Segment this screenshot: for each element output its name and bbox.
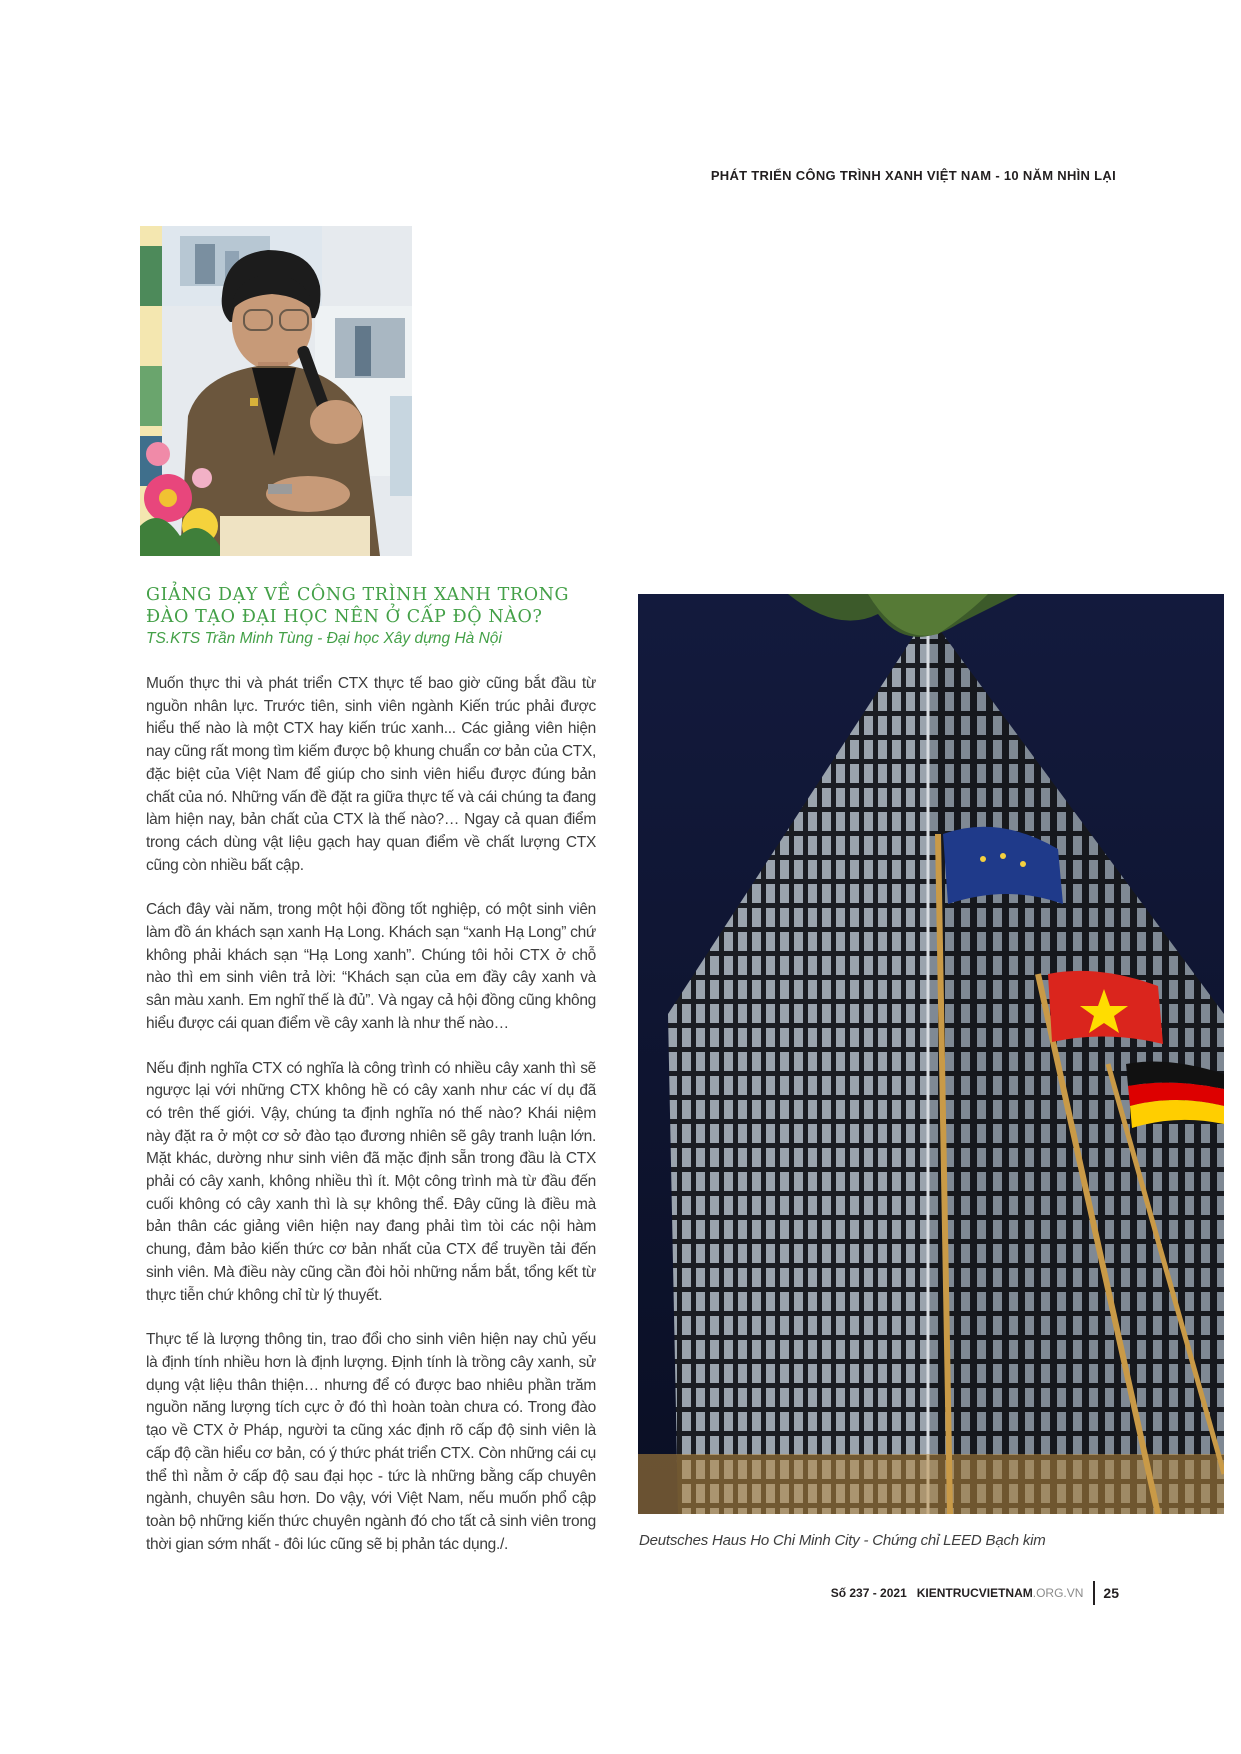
- article-author: TS.KTS Trần Minh Tùng - Đại học Xây dựng Hà Nội: [146, 630, 502, 647]
- footer-divider: [1093, 1581, 1095, 1605]
- magazine-domain: .ORG.VN: [1032, 1586, 1084, 1600]
- article-body: [146, 673, 596, 1578]
- speaker-portrait-photo: [140, 226, 412, 556]
- page-footer: [831, 1580, 1119, 1606]
- magazine-name: KIENTRUCVIETNAM: [916, 1586, 1033, 1600]
- body-paragraph: Cách đây vài năm, trong một hội đồng tốt nghiệp, có một sinh viên làm đồ án khách sạn xanh Hạ Long. Khách sạn “xanh Hạ Long” chứ không phải khách sạn “Hạ Long xanh”. Chúng tôi hỏi CTX ở chỗ nào thì em sinh viên trả lời: “Khách sạn của em đầy cây xanh và sân màu xanh. Em nghĩ thế là đủ”. Và ngay cả hội đồng cũng không hiểu được cái quan điểm về cây xanh là như thế nào…: [146, 901, 596, 1032]
- running-head: PHÁT TRIỂN CÔNG TRÌNH XANH VIỆT NAM - 10 NĂM NHÌN LẠI: [710, 168, 1116, 183]
- photo-caption: Deutsches Haus Ho Chi Minh City - Chứng chỉ LEED Bạch kim: [639, 1532, 1046, 1549]
- article-title: GIẢNG DẠY VỀ CÔNG TRÌNH XANH TRONG ĐÀO TẠO ĐẠI HỌC NÊN Ở CẤP ĐỘ NÀO?: [146, 585, 570, 627]
- body-paragraph: Muốn thực thi và phát triển CTX thực tế bao giờ cũng bắt đầu từ nguồn nhân lực. Trước tiên, sinh viên ngành Kiến trúc phải được hiểu thế nào là một CTX hay kiến trúc xanh... Các giảng viên hiện nay cũng rất mong tìm kiếm được bộ khung chuẩn cơ bản của CTX, đặc biệt của Việt Nam để giúp cho sinh viên hiểu được đúng bản chất của nó. Những vấn đề đặt ra giữa thực tế và cái chúng ta đang làm hiện nay, bản chất của CTX là thế nào?… Ngay cả quan điểm trong cách dùng vật liệu gạch hay quan điểm về chất lượng CTX cũng còn nhiều bất cập.: [146, 675, 596, 874]
- body-paragraph: Thực tế là lượng thông tin, trao đổi cho sinh viên hiện nay chủ yếu là định tính nhiều hơn là định lượng. Định tính là trồng cây xanh, sử dụng vật liệu thân thiện… nhưng để có được bao nhiêu phần trăm nguồn năng lượng tích cực ở đó thì hoàn toàn chưa có. Trong đào tạo về CTX ở Pháp, người ta cũng xác định rõ cấp độ sinh viên là cấp độ cần hiểu cơ bản, có ý thức phát triển CTX. Còn những cái cụ thể thì nằm ở cấp độ sau đại học - tức là những bằng cấp chuyên ngành, chuyên sâu hơn. Do vậy, với Việt Nam, nếu muốn phổ cập toàn bộ những kiến thức chuyên ngành đó cho tất cả sinh viên trong thời gian sớm nhất - đôi lúc cũng sẽ bị phản tác dụng./.: [146, 1331, 596, 1553]
- issue-number: Số 237 - 2021: [830, 1586, 907, 1600]
- body-paragraph: Nếu định nghĩa CTX có nghĩa là công trình có nhiều cây xanh thì sẽ ngược lại với những CTX không hề có cây xanh như các ví dụ đã có trên thế giới. Vậy, chúng ta định nghĩa nó thế nào? Khái niệm này đặt ra ở một cơ sở đào tạo đương nhiên sẽ gây tranh luận lớn. Mặt khác, dường như sinh viên đã mặc định sẵn trong đầu là CTX phải có cây xanh, không nhiều thì ít. Một công trình mà từ đầu đến cuối không có cây xanh thì là sự không thể. Đây cũng là điều mà bản thân các giảng viên hiện nay đang phải tìm tòi các nội hàm chung, đảm bảo kiến thức cơ bản nhất của CTX để truyền tải đến sinh viên. Mà điều này cũng cần đòi hỏi những nắm bắt, tổng kết từ thực tiễn chứ không chỉ từ lý thuyết.: [146, 1059, 596, 1304]
- tower-night-photo: [638, 594, 1224, 1514]
- page-number: 25: [1103, 1585, 1119, 1601]
